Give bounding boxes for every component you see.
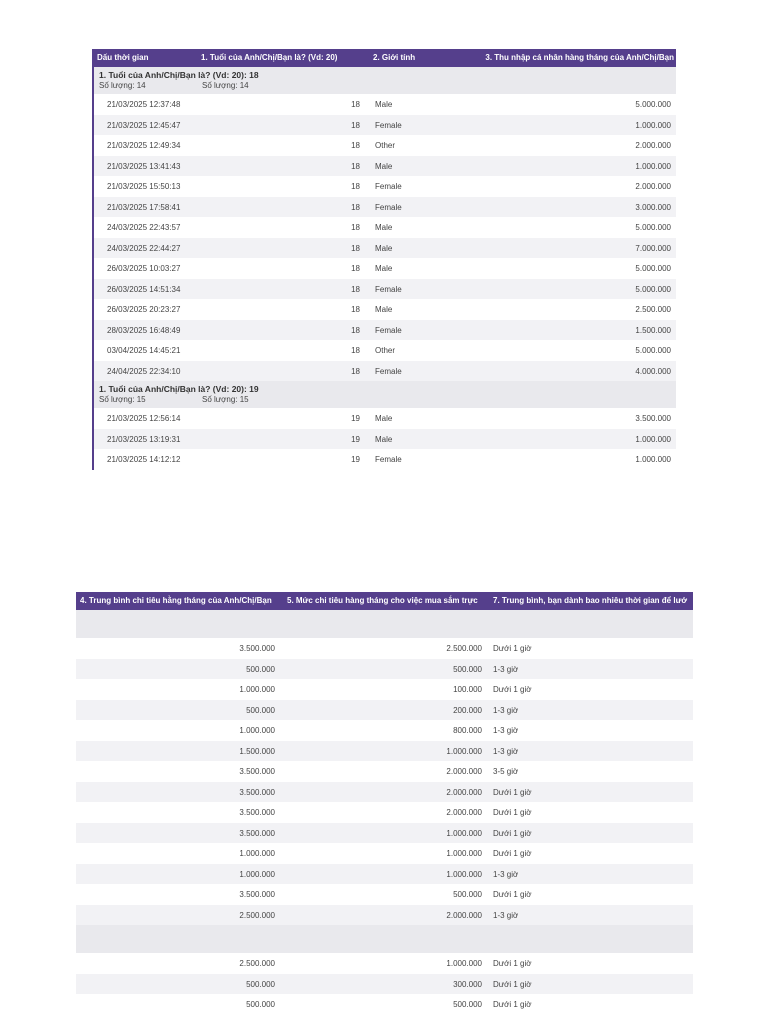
cell-age: 18 (351, 243, 360, 253)
cell-income: 2.000.000 (635, 182, 671, 191)
header-monthly-spend[interactable]: 4. Trung bình chi tiêu hằng tháng của Anh/Chị/Bạn (80, 596, 272, 605)
cell-gender: Female (375, 325, 402, 335)
table-row (94, 408, 676, 429)
cell-income: 1.500.000 (635, 325, 671, 335)
cell-time-spent: Dưới 1 giờ (493, 787, 532, 797)
cell-monthly-spend: 3.500.000 (239, 890, 275, 899)
table-row (94, 299, 676, 320)
table1-header-row (92, 49, 676, 67)
cell-income: 2.000.000 (635, 141, 671, 150)
table-row (76, 700, 693, 721)
cell-age: 18 (351, 366, 360, 376)
cell-income: 5.000.000 (635, 284, 671, 294)
table-row (94, 94, 676, 115)
table-row (76, 974, 693, 995)
cell-time-spent: Dưới 1 giờ (493, 808, 532, 817)
cell-online-shopping: 500.000 (453, 890, 482, 899)
cell-gender: Male (375, 414, 393, 423)
table-row (76, 953, 693, 974)
cell-income: 5.000.000 (635, 223, 671, 232)
cell-gender: Other (375, 141, 396, 150)
table-row (76, 659, 693, 680)
cell-income: 3.500.000 (635, 414, 671, 423)
table-row (94, 361, 676, 382)
table-row (94, 279, 676, 300)
cell-online-shopping: 1.000.000 (446, 828, 482, 838)
cell-gender: Female (375, 182, 402, 191)
cell-gender: Female (375, 455, 402, 464)
header-timestamp[interactable]: Dấu thời gian (97, 53, 149, 62)
responses-table-1 (92, 49, 676, 470)
group-header[interactable] (94, 67, 676, 94)
cell-gender: Male (375, 434, 393, 444)
cell-online-shopping: 100.000 (453, 685, 482, 694)
table-row (94, 320, 676, 341)
table-row (94, 135, 676, 156)
cell-timestamp: 21/03/2025 14:12:12 (107, 455, 181, 464)
cell-age: 18 (351, 284, 360, 294)
cell-gender: Female (375, 202, 402, 212)
cell-income: 1.000.000 (635, 120, 671, 130)
table-row (94, 156, 676, 177)
cell-timestamp: 21/03/2025 17:58:41 (107, 202, 181, 212)
cell-time-spent: Dưới 1 giờ (493, 849, 532, 858)
cell-timestamp: 26/03/2025 14:51:34 (107, 284, 181, 294)
cell-time-spent: 3-5 giờ (493, 767, 519, 776)
cell-age: 19 (351, 455, 360, 464)
cell-monthly-spend: 500.000 (246, 664, 275, 674)
cell-timestamp: 24/04/2025 22:34:10 (107, 366, 181, 376)
table-row (94, 429, 676, 450)
table-row (94, 238, 676, 259)
cell-timestamp: 21/03/2025 12:49:34 (107, 141, 181, 150)
group-count-age: Số lượng: 15 (202, 395, 249, 404)
cell-time-spent: 1-3 giờ (493, 664, 519, 674)
cell-income: 4.000.000 (635, 366, 671, 376)
table2-header-row (76, 592, 693, 610)
table-row (94, 449, 676, 470)
cell-online-shopping: 2.000.000 (446, 808, 482, 817)
cell-monthly-spend: 3.500.000 (239, 828, 275, 838)
cell-monthly-spend: 500.000 (246, 705, 275, 715)
cell-timestamp: 21/03/2025 12:56:14 (107, 414, 181, 423)
cell-timestamp: 24/03/2025 22:43:57 (107, 223, 181, 232)
header-age[interactable]: 1. Tuổi của Anh/Chị/Bạn là? (Vd: 20) (201, 53, 338, 62)
cell-time-spent: Dưới 1 giờ (493, 644, 532, 653)
cell-monthly-spend: 3.500.000 (239, 644, 275, 653)
cell-timestamp: 26/03/2025 20:23:27 (107, 305, 181, 314)
group-header[interactable] (76, 925, 693, 953)
table-row (94, 217, 676, 238)
table-row (76, 679, 693, 700)
cell-gender: Other (375, 346, 396, 355)
cell-income: 2.500.000 (635, 305, 671, 314)
cell-online-shopping: 300.000 (453, 979, 482, 989)
cell-age: 18 (351, 100, 360, 109)
cell-gender: Male (375, 223, 393, 232)
cell-timestamp: 26/03/2025 10:03:27 (107, 264, 181, 273)
cell-online-shopping: 2.000.000 (446, 767, 482, 776)
cell-monthly-spend: 500.000 (246, 1000, 275, 1009)
cell-time-spent: 1-3 giờ (493, 869, 519, 879)
cell-monthly-spend: 2.500.000 (239, 959, 275, 968)
cell-timestamp: 24/03/2025 22:44:27 (107, 243, 181, 253)
cell-gender: Female (375, 284, 402, 294)
cell-income: 3.000.000 (635, 202, 671, 212)
group-header[interactable] (94, 381, 676, 408)
group-header[interactable] (76, 610, 693, 638)
group-count-age: Số lượng: 14 (202, 81, 249, 90)
cell-age: 18 (351, 182, 360, 191)
table2-body (76, 610, 693, 1015)
header-income[interactable]: 3. Thu nhập cá nhân hàng tháng của Anh/Chị/Bạn (485, 53, 674, 62)
table-row (76, 761, 693, 782)
cell-time-spent: Dưới 1 giờ (493, 890, 532, 899)
table-row (76, 720, 693, 741)
table-row (94, 340, 676, 361)
cell-monthly-spend: 1.000.000 (239, 849, 275, 858)
cell-time-spent: Dưới 1 giờ (493, 828, 532, 838)
cell-online-shopping: 1.000.000 (446, 746, 482, 756)
cell-gender: Male (375, 305, 393, 314)
cell-time-spent: Dưới 1 giờ (493, 685, 532, 694)
cell-monthly-spend: 500.000 (246, 979, 275, 989)
cell-monthly-spend: 3.500.000 (239, 767, 275, 776)
table-row (76, 994, 693, 1015)
cell-time-spent: Dưới 1 giờ (493, 979, 532, 989)
header-online-shopping[interactable]: 5. Mức chi tiêu hàng tháng cho việc mua sắm trực (287, 596, 478, 605)
cell-monthly-spend: 3.500.000 (239, 808, 275, 817)
cell-online-shopping: 2.000.000 (446, 910, 482, 920)
cell-online-shopping: 1.000.000 (446, 849, 482, 858)
cell-timestamp: 03/04/2025 14:45:21 (107, 346, 181, 355)
cell-age: 18 (351, 305, 360, 314)
table-row (76, 802, 693, 823)
cell-gender: Female (375, 120, 402, 130)
cell-income: 1.000.000 (635, 455, 671, 464)
cell-gender: Male (375, 100, 393, 109)
cell-gender: Male (375, 243, 393, 253)
responses-table-2 (76, 592, 693, 1015)
cell-income: 1.000.000 (635, 434, 671, 444)
table-row (76, 782, 693, 803)
cell-age: 18 (351, 120, 360, 130)
cell-monthly-spend: 1.000.000 (239, 869, 275, 879)
cell-timestamp: 21/03/2025 12:37:48 (107, 100, 181, 109)
cell-online-shopping: 2.000.000 (446, 787, 482, 797)
cell-time-spent: 1-3 giờ (493, 910, 519, 920)
cell-monthly-spend: 1.000.000 (239, 685, 275, 694)
cell-monthly-spend: 2.500.000 (239, 910, 275, 920)
cell-age: 19 (351, 414, 360, 423)
cell-online-shopping: 200.000 (453, 705, 482, 715)
cell-monthly-spend: 1.500.000 (239, 746, 275, 756)
cell-timestamp: 28/03/2025 16:48:49 (107, 325, 181, 335)
cell-income: 5.000.000 (635, 100, 671, 109)
table-row (94, 258, 676, 279)
header-time-spent[interactable]: 7. Trung bình, bạn dành bao nhiêu thời gian để lướ (493, 596, 688, 605)
header-gender[interactable]: 2. Giới tính (373, 53, 416, 62)
cell-time-spent: 1-3 giờ (493, 705, 519, 715)
table-row (76, 741, 693, 762)
cell-gender: Female (375, 366, 402, 376)
cell-timestamp: 21/03/2025 13:41:43 (107, 161, 181, 171)
table1-body (92, 67, 676, 470)
cell-age: 19 (351, 434, 360, 444)
table-row (94, 115, 676, 136)
cell-time-spent: Dưới 1 giờ (493, 1000, 532, 1009)
cell-online-shopping: 500.000 (453, 664, 482, 674)
cell-gender: Male (375, 161, 393, 171)
cell-time-spent: 1-3 giờ (493, 726, 519, 735)
table-row (94, 197, 676, 218)
cell-income: 5.000.000 (635, 264, 671, 273)
group-count: Số lượng: 14 (99, 81, 146, 90)
table-row (76, 884, 693, 905)
cell-income: 5.000.000 (635, 346, 671, 355)
cell-time-spent: 1-3 giờ (493, 746, 519, 756)
cell-monthly-spend: 1.000.000 (239, 726, 275, 735)
cell-gender: Male (375, 264, 393, 273)
group-count: Số lượng: 15 (99, 395, 146, 404)
cell-time-spent: Dưới 1 giờ (493, 959, 532, 968)
cell-timestamp: 21/03/2025 15:50:13 (107, 182, 181, 191)
cell-monthly-spend: 3.500.000 (239, 787, 275, 797)
cell-timestamp: 21/03/2025 12:45:47 (107, 120, 181, 130)
group-title: 1. Tuổi của Anh/Chị/Bạn là? (Vd: 20): 19 (99, 384, 259, 394)
cell-online-shopping: 1.000.000 (446, 959, 482, 968)
table-row (76, 905, 693, 926)
cell-income: 7.000.000 (635, 243, 671, 253)
cell-online-shopping: 1.000.000 (446, 869, 482, 879)
cell-online-shopping: 800.000 (453, 726, 482, 735)
table-row (76, 843, 693, 864)
cell-timestamp: 21/03/2025 13:19:31 (107, 434, 181, 444)
group-title: 1. Tuổi của Anh/Chị/Bạn là? (Vd: 20): 18 (99, 70, 259, 80)
cell-online-shopping: 2.500.000 (446, 644, 482, 653)
cell-age: 18 (351, 141, 360, 150)
cell-age: 18 (351, 223, 360, 232)
cell-age: 18 (351, 325, 360, 335)
cell-age: 18 (351, 161, 360, 171)
cell-age: 18 (351, 264, 360, 273)
cell-age: 18 (351, 202, 360, 212)
table-row (76, 864, 693, 885)
table-row (76, 638, 693, 659)
cell-online-shopping: 500.000 (453, 1000, 482, 1009)
cell-age: 18 (351, 346, 360, 355)
cell-income: 1.000.000 (635, 161, 671, 171)
table-row (94, 176, 676, 197)
table-row (76, 823, 693, 844)
